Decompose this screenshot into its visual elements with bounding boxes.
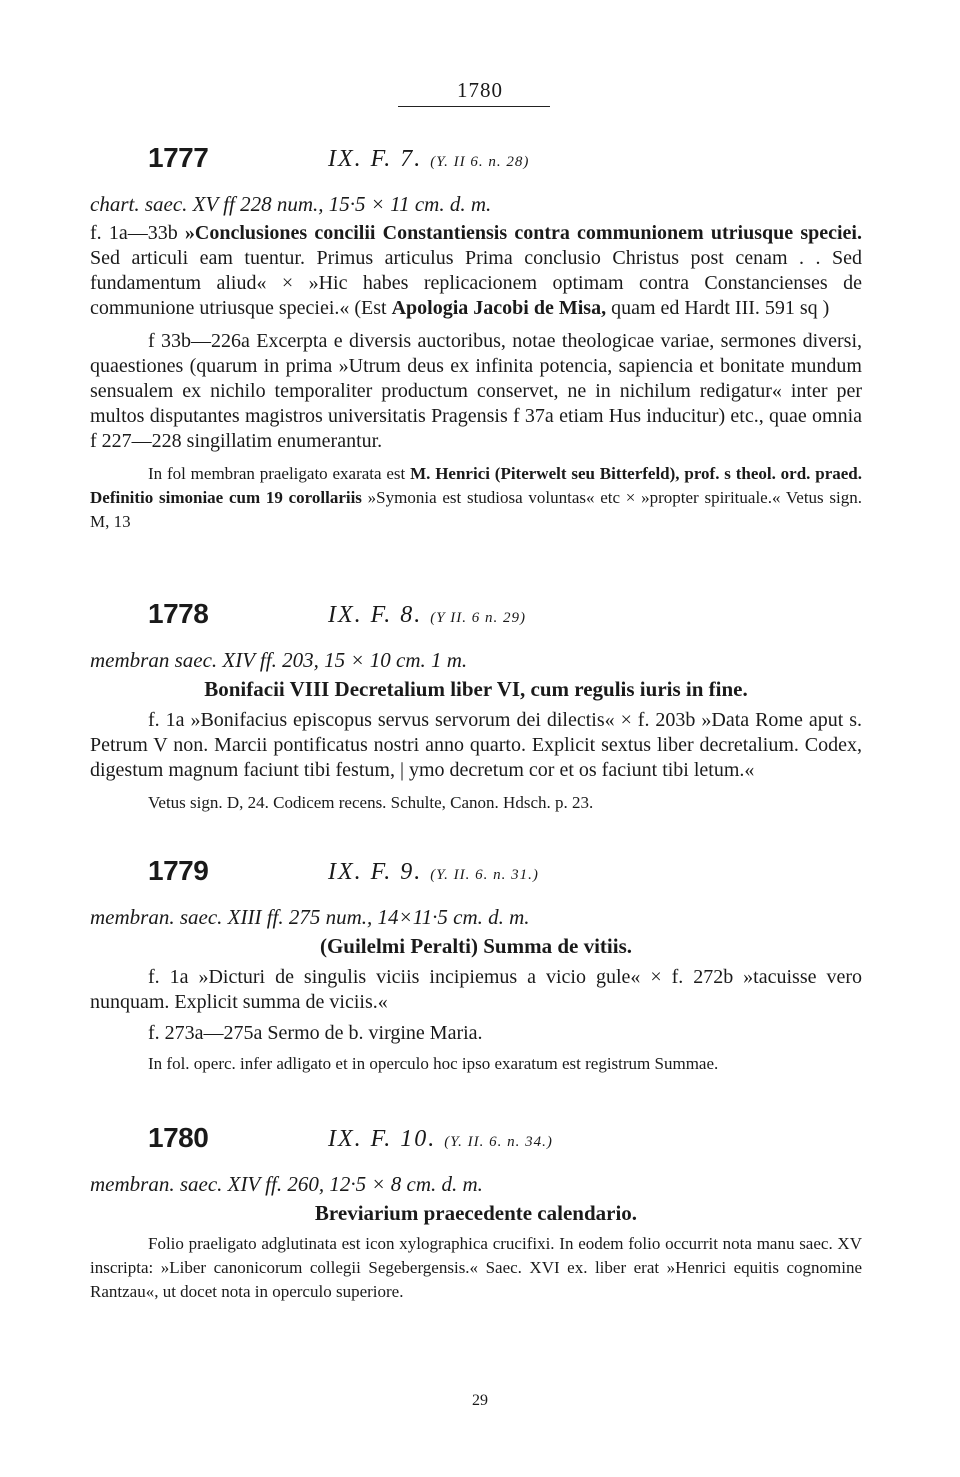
work-title: Breviarium praecedente calendario.: [314, 1201, 638, 1225]
work-title: »Conclusiones concilii Constantiensis contra communionem utriusque speciei.: [184, 222, 862, 244]
contents-paragraph: f. 1a »Dicturi de singulis viciis incipiemus a vicio gule« × f. 272b »tacuisse vero nunquam. Explicit summa de viciis.«: [90, 966, 862, 1013]
shelfmark-text: IX. F. 8.: [328, 602, 423, 628]
entry-1780: [90, 1122, 862, 1304]
entry-number: 1780: [148, 1122, 209, 1153]
entry-1777: [90, 142, 862, 534]
old-signature: (Y. II. 6. n. 34.): [444, 1134, 553, 1150]
work-title: (Guilelmi Peralti) Summa de vitiis.: [319, 934, 633, 958]
work-title-2: Apologia Jacobi de Misa,: [391, 297, 607, 319]
entry-number: 1777: [148, 142, 209, 173]
note-paragraph: Vetus sign. D, 24. Codicem recens. Schulte, Canon. Hdsch. p. 23.: [148, 793, 594, 812]
old-signature: (Y. II. 6. n. 31.): [430, 867, 539, 883]
entry-1778: [90, 598, 862, 815]
head-rule: [398, 106, 550, 107]
note-text: In fol membran praeligato exarata est: [148, 464, 411, 483]
edition-note: quam ed Hardt III. 591 sq ): [606, 297, 830, 319]
contents-paragraph-2: f 33b—226a Excerpta e diversis auctoribus, notae theologicae variae, sermones diversi, quaestiones (quarum in prima »Utrum deus ex infinita potencia, sapiencia et bonitate mundum sensualem ex nichilo temporaliter productum conservet, ne in nichilum redigatur« inter per multos disputantes magistros universitatis Pragensis f 37a etiam Hus inducitur) etc., quae omnia f 227—228 singillatim enumerantur.: [90, 330, 862, 452]
contents-paragraph: [90, 221, 862, 321]
entry-number: 1779: [148, 855, 209, 886]
entry-heading: [90, 855, 862, 899]
shelfmark: [328, 859, 539, 886]
note-end: »Symonia est studiosa voluntas« etc × »propter spirituale.« Vetus sign. M, 13: [90, 488, 862, 531]
page-number: 29: [472, 1392, 488, 1409]
shelfmark: [328, 146, 529, 173]
old-signature: (Y II. 6 n. 29): [430, 610, 527, 626]
entry-heading: [90, 142, 862, 186]
physical-description: membran saec. XIV ff. 203, 15 × 10 cm. 1 m.: [90, 648, 468, 672]
note-paragraph: In fol. operc. infer adligato et in operculo hoc ipso exaratum est registrum Summae.: [148, 1054, 719, 1073]
entry-heading: [90, 598, 862, 642]
work-title-3: M. Henrici (Piterwelt seu Bitterfeld), prof. s theol. ord. praed. Definitio simoniae cum 19 corollariis: [90, 464, 862, 507]
entry-heading: [90, 1122, 862, 1166]
physical-description: chart. saec. XV ff 228 num., 15·5 × 11 cm. d. m.: [90, 192, 492, 216]
physical-description: membran. saec. XIV ff. 260, 12·5 × 8 cm. d. m.: [90, 1172, 483, 1196]
contents-paragraph: Folio praeligato adglutinata est icon xylographica crucifixi. In eodem folio occurrit nota manu saec. XV inscripta: »Liber canonicorum collegii Segebergensis.« Saec. XVI ex. liber erat »Henrici equitis cognomine Rantzau«, ut docet nota in operculo superiore.: [90, 1234, 862, 1301]
shelfmark-text: IX. F. 10.: [328, 1126, 437, 1152]
incipit-text: Sed articuli eam tuentur. Primus articulus Prima conclusio Christus post cenam . . Sed fundamentum aliud« × »Hic habes replicacionem optimam contra Constancienses de communione utriusque speciei.« (Est: [90, 247, 862, 319]
entry-number: 1778: [148, 598, 209, 629]
shelfmark: [328, 1126, 553, 1153]
contents-paragraph-2: f. 273a—275a Sermo de b. virgine Maria.: [148, 1022, 483, 1044]
shelfmark: [328, 602, 526, 629]
folio-range: f. 1a—33b: [90, 222, 185, 244]
running-head: 1780: [457, 78, 503, 102]
old-signature: (Y. II 6. n. 28): [430, 154, 530, 170]
entry-1779: [90, 855, 862, 1076]
work-title: Bonifacii VIII Decretalium liber VI, cum regulis iuris in fine.: [204, 677, 748, 701]
shelfmark-text: IX. F. 9.: [328, 859, 423, 885]
physical-description: membran. saec. XIII ff. 275 num., 14×11·5 cm. d. m.: [90, 905, 530, 929]
note-paragraph: [90, 462, 862, 534]
shelfmark-text: IX. F. 7.: [328, 146, 423, 172]
contents-paragraph: f. 1a »Bonifacius episcopus servus servorum dei dilectis« × f. 203b »Data Rome aput s. Petrum V non. Marcii pontificatus nostri anno quarto. Explicit sextus liber decretalium. Codex, digestum magnum faciunt tibi festum, | ymo decretum cor et os faciunt tibi letum.«: [90, 709, 862, 781]
